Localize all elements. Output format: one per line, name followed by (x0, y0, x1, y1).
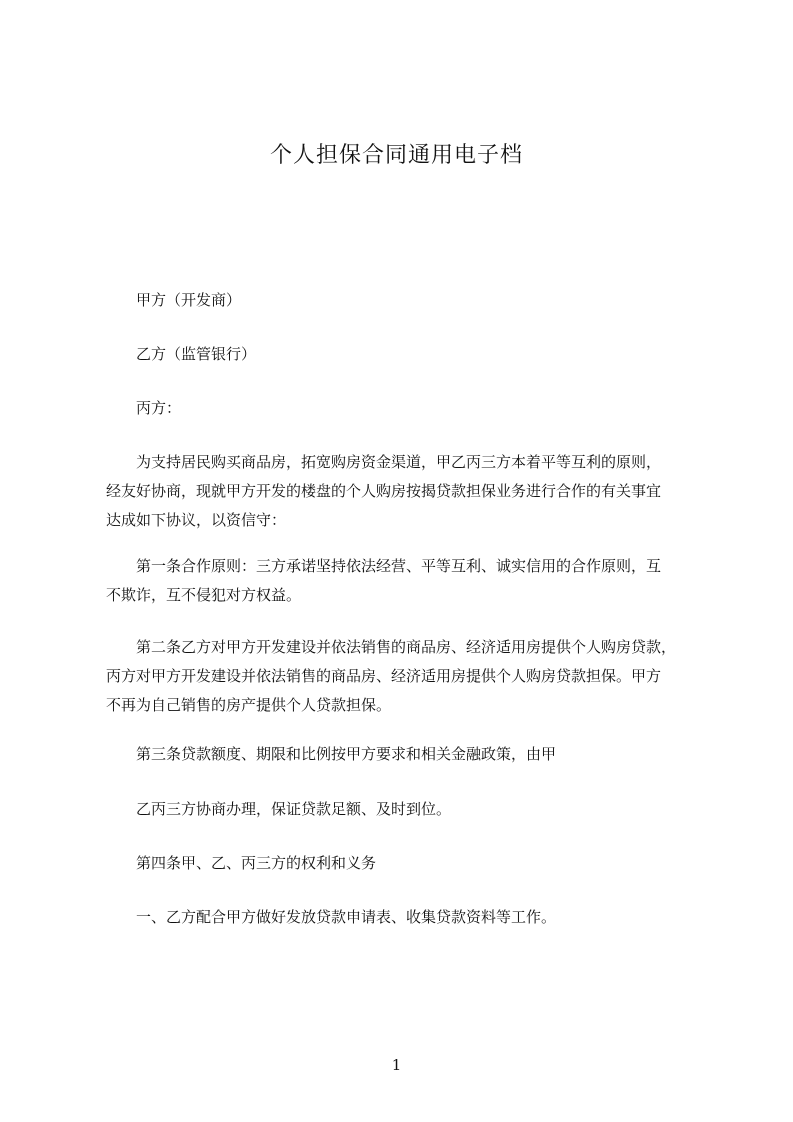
preamble-paragraph (106, 448, 706, 535)
party-c-line: 丙方： (136, 399, 182, 417)
article-1-paragraph (106, 552, 706, 610)
preamble-line: 达成如下协议，以资信守： (106, 511, 287, 529)
article-1-line: 第一条合作原则：三方承诺坚持依法经营、平等互利、诚实信用的合作原则，互 (136, 557, 662, 575)
article-2-line: 丙方对甲方开发建设并依法销售的商品房、经济适用房提供个人购房贷款担保。甲方 (106, 667, 662, 685)
article-4-item-1: 一、乙方配合甲方做好发放贷款申请表、收集贷款资料等工作。 (136, 908, 557, 926)
article-3-line-1: 第三条贷款额度、期限和比例按甲方要求和相关金融政策，由甲 (136, 745, 557, 763)
article-3-line-2: 乙丙三方协商办理，保证贷款足额、及时到位。 (136, 800, 452, 818)
article-2-line: 不再为自己销售的房产提供个人贷款担保。 (106, 696, 392, 714)
page-number: 1 (391, 1056, 402, 1074)
preamble-line: 为支持居民购买商品房，拓宽购房资金渠道，甲乙丙三方本着平等互利的原则， (136, 453, 662, 471)
article-2-line: 第二条乙方对甲方开发建设并依法销售的商品房、经济适用房提供个人购房贷款， (136, 638, 677, 656)
document-title: 个人担保合同通用电子档 (269, 143, 523, 168)
party-a-line: 甲方（开发商） (136, 291, 242, 309)
preamble-line: 经友好协商，现就甲方开发的楼盘的个人购房按揭贷款担保业务进行合作的有关事宜 (106, 482, 662, 500)
party-b-line: 乙方（监管银行） (136, 345, 257, 363)
article-1-line: 不欺诈，互不侵犯对方权益。 (106, 586, 302, 604)
article-2-paragraph (106, 633, 706, 720)
article-4-heading: 第四条甲、乙、丙三方的权利和义务 (136, 854, 377, 872)
